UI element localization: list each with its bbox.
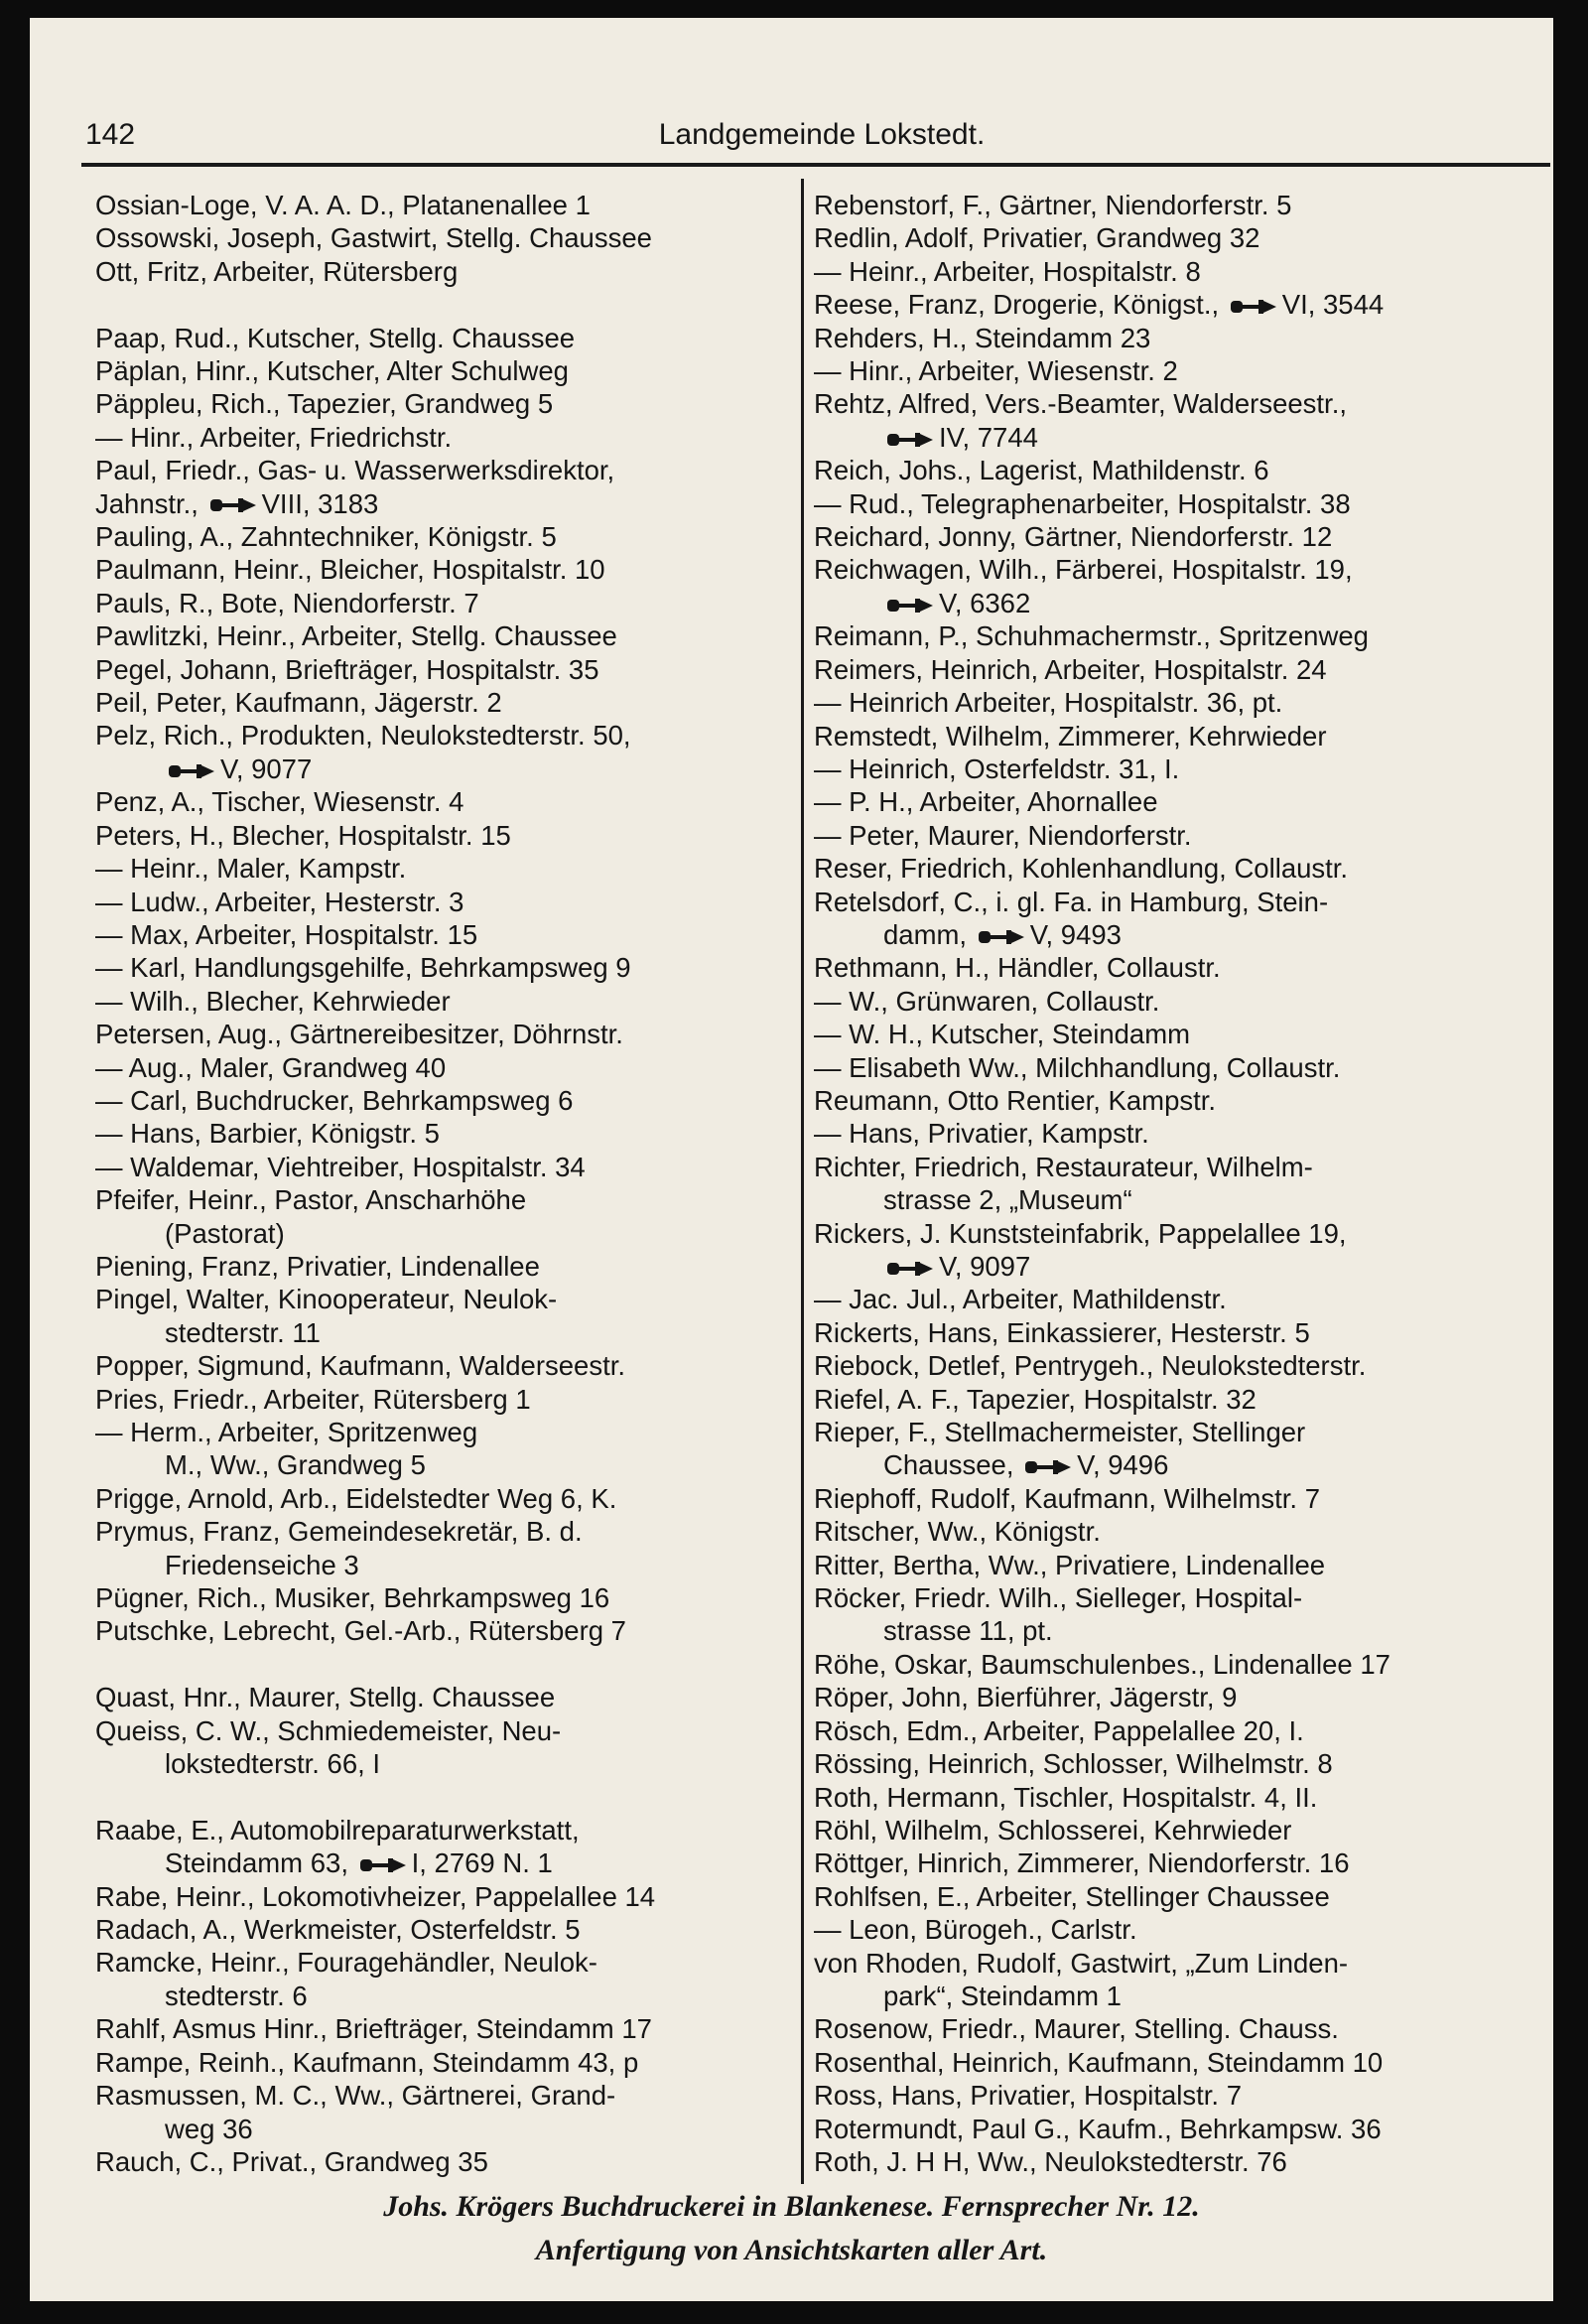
directory-entry (95, 2113, 795, 2145)
directory-entry (95, 985, 795, 1018)
entry-text: Rehtz, Alfred, Vers.-Beamter, Walderseestr., (814, 388, 1347, 420)
entry-text: Pfeifer, Heinr., Pastor, Anscharhöhe (95, 1184, 527, 1216)
directory-entry (814, 752, 1523, 785)
entry-text: Reimers, Heinrich, Arbeiter, Hospitalstr. 24 (814, 653, 1327, 685)
entry-text: — W., Grünwaren, Collaustr. (814, 985, 1160, 1017)
entry-text: — Hans, Barbier, Königstr. 5 (95, 1118, 440, 1150)
directory-entry (95, 387, 795, 420)
entry-text: — P. H., Arbeiter, Ahornallee (814, 786, 1158, 818)
entry-text: Peters, H., Blecher, Hospitalstr. 15 (95, 819, 511, 851)
entry-text: Röcker, Friedr. Wilh., Sielleger, Hospital- (814, 1582, 1303, 1614)
entry-text: Rasmussen, M. C., Ww., Gärtnerei, Grand- (95, 2080, 616, 2112)
entry-text: weg 36 (165, 2113, 253, 2144)
phone-number: I, 2769 N. 1 (411, 1847, 553, 1879)
entry-text: — Carl, Buchdrucker, Behrkampsweg 6 (95, 1084, 574, 1116)
entry-text: — W. H., Kutscher, Steindamm (814, 1019, 1191, 1050)
entry-text: Ross, Hans, Privatier, Hospitalstr. 7 (814, 2080, 1242, 2112)
section-gap (95, 1648, 795, 1681)
entry-text: Riephoff, Rudolf, Kaufmann, Wilhelmstr. 7 (814, 1482, 1321, 1514)
entry-text: — Leon, Bürogeh., Carlstr. (814, 1914, 1137, 1946)
directory-entry (814, 1781, 1523, 1814)
entry-text: Peil, Peter, Kaufmann, Jägerstr. 2 (95, 687, 502, 719)
header-rule (81, 163, 1550, 167)
entry-text: Redlin, Adolf, Privatier, Grandweg 32 (814, 222, 1260, 254)
entry-text: Retelsdorf, C., i. gl. Fa. in Hamburg, Stein- (814, 886, 1329, 917)
directory-entry (95, 1051, 795, 1084)
entry-text: lokstedterstr. 66, I (165, 1748, 381, 1780)
entry-text: M., Ww., Grandweg 5 (165, 1449, 426, 1481)
column-divider (801, 179, 804, 2184)
directory-entry (95, 852, 795, 885)
directory-entry (814, 1183, 1523, 1216)
directory-entry (814, 1084, 1523, 1117)
directory-entry (814, 553, 1523, 586)
telephone-icon (1023, 1458, 1073, 1476)
directory-entry (814, 686, 1523, 719)
directory-entry (814, 1283, 1523, 1315)
entry-text: Reser, Friedrich, Kohlenhandlung, Collaustr. (814, 853, 1349, 885)
directory-entry (95, 1846, 795, 1879)
entry-text: Raabe, E., Automobilreparaturwerkstatt, (95, 1814, 580, 1846)
entry-text: Rickers, J. Kunststeinfabrik, Pappelallee 19, (814, 1217, 1347, 1249)
directory-entry (95, 1946, 795, 1979)
entry-text: Rieper, F., Stellmachermeister, Stellinger (814, 1417, 1306, 1448)
entry-text: Penz, A., Tischer, Wiesenstr. 4 (95, 786, 464, 818)
directory-entry (814, 1448, 1523, 1481)
page-header (85, 113, 1558, 157)
entry-text: Ossian-Loge, V. A. A. D., Platanenallee 1 (95, 190, 591, 220)
entry-text: Reichwagen, Wilh., Färberei, Hospitalstr. 19, (814, 554, 1353, 586)
phone-number: V, 9077 (220, 752, 313, 784)
entry-text: Queiss, C. W., Schmiedemeister, Neu- (95, 1714, 562, 1746)
entry-text: — Rud., Telegraphenarbeiter, Hospitalstr. 38 (814, 487, 1351, 519)
directory-entry (95, 421, 795, 454)
entry-text: — Wilh., Blecher, Kehrwieder (95, 985, 451, 1017)
entry-text: Röper, John, Bierführer, Jägerstr, 9 (814, 1682, 1238, 1713)
directory-entry (814, 1648, 1523, 1681)
entry-text: Reumann, Otto Rentier, Kampstr. (814, 1084, 1217, 1116)
entry-text: Riebock, Detlef, Pentrygeh., Neulokstedterstr. (814, 1350, 1367, 1382)
directory-entry (95, 785, 795, 818)
entry-text: Roth, Hermann, Tischler, Hospitalstr. 4, II. (814, 1781, 1318, 1813)
directory-entry (814, 1714, 1523, 1747)
directory-entry (814, 1482, 1523, 1515)
entry-text: Ramcke, Heinr., Fouragehändler, Neulok- (95, 1947, 597, 1979)
directory-entry (814, 1681, 1523, 1713)
directory-entry (95, 1117, 795, 1150)
directory-entry (95, 1283, 795, 1315)
directory-entry (95, 1880, 795, 1913)
directory-entry (95, 1018, 795, 1050)
entry-text: Röttger, Hinrich, Zimmerer, Niendorferstr. 16 (814, 1847, 1350, 1879)
phone-number: VIII, 3183 (261, 487, 379, 519)
directory-entry (814, 720, 1523, 752)
entry-text: Ritter, Bertha, Ww., Privatiere, Lindenallee (814, 1549, 1326, 1580)
directory-entry (95, 1349, 795, 1382)
directory-entry (95, 1448, 795, 1481)
directory-entry (95, 322, 795, 354)
entry-text: Rickerts, Hans, Einkassierer, Hesterstr. 5 (814, 1316, 1310, 1348)
entry-text: Putschke, Lebrecht, Gel.-Arb., Rütersberg 7 (95, 1615, 626, 1647)
directory-entry (814, 951, 1523, 984)
phone-number: V, 6362 (939, 587, 1031, 618)
directory-entry (814, 1846, 1523, 1879)
entry-text: von Rhoden, Rudolf, Gastwirt, „Zum Linden- (814, 1947, 1349, 1979)
directory-entry (814, 1913, 1523, 1946)
directory-entry (814, 2012, 1523, 2045)
entry-text: Päppleu, Rich., Tapezier, Grandweg 5 (95, 388, 554, 420)
directory-entry (814, 354, 1523, 387)
entry-text: — Peter, Maurer, Niendorferstr. (814, 819, 1192, 851)
directory-entry (95, 886, 795, 918)
directory-entry (95, 1416, 795, 1448)
entry-text: — Hinr., Arbeiter, Friedrichstr. (95, 421, 453, 453)
entry-text: Rahlf, Asmus Hinr., Briefträger, Steindamm 17 (95, 2013, 652, 2045)
entry-text: — Heinrich, Osterfeldstr. 31, I. (814, 752, 1180, 784)
entry-text: Reese, Franz, Drogerie, Königst., (814, 289, 1220, 321)
entry-text: Rösch, Edm., Arbeiter, Pappelallee 20, I. (814, 1714, 1304, 1746)
directory-entry (814, 587, 1523, 619)
directory-entry (814, 255, 1523, 288)
entry-text: damm, (883, 918, 968, 950)
directory-entry (95, 587, 795, 619)
directory-entry (95, 686, 795, 719)
entry-text: Rabe, Heinr., Lokomotivheizer, Pappelallee 14 (95, 1880, 656, 1912)
directory-entry (814, 1947, 1523, 1980)
directory-entry (95, 2079, 795, 2112)
telephone-icon (208, 496, 258, 514)
entry-text: Friedenseiche 3 (165, 1549, 359, 1580)
entry-text: Richter, Friedrich, Restaurateur, Wilhelm- (814, 1151, 1313, 1182)
entry-text: Pries, Friedr., Arbeiter, Rütersberg 1 (95, 1383, 531, 1415)
directory-entry (814, 1117, 1523, 1150)
entry-text: Rössing, Heinrich, Schlosser, Wilhelmstr. 8 (814, 1748, 1333, 1780)
directory-entry (814, 189, 1523, 221)
telephone-icon (358, 1856, 408, 1874)
entry-text: — Heinr., Arbeiter, Hospitalstr. 8 (814, 255, 1201, 287)
entry-text: Radach, A., Werkmeister, Osterfeldstr. 5 (95, 1914, 581, 1946)
directory-entry (95, 2145, 795, 2178)
directory-entry (814, 322, 1523, 354)
directory-entry (814, 653, 1523, 686)
entry-text: Pelz, Rich., Produkten, Neulokstedterstr. 50, (95, 720, 631, 752)
directory-entry (95, 918, 795, 951)
directory-entry (95, 1250, 795, 1283)
footer-advert-line: Anfertigung von Ansichtskarten aller Art. (535, 2234, 1048, 2266)
telephone-icon (1229, 298, 1278, 316)
entry-text: stedterstr. 11 (165, 1316, 321, 1348)
directory-entry (814, 1747, 1523, 1780)
entry-text: stedterstr. 6 (165, 1980, 308, 2011)
entry-text: Reich, Johs., Lagerist, Mathildenstr. 6 (814, 455, 1269, 486)
directory-entry (95, 1581, 795, 1614)
entry-text: Rehders, H., Steindamm 23 (814, 322, 1151, 353)
directory-entry (95, 819, 795, 852)
directory-entry (95, 487, 795, 520)
entry-text: Pauls, R., Bote, Niendorferstr. 7 (95, 587, 479, 618)
telephone-icon (977, 928, 1026, 946)
entry-text: Paulmann, Heinr., Bleicher, Hospitalstr. 10 (95, 554, 605, 586)
directory-entry (95, 1217, 795, 1250)
entry-text: Pauling, A., Zahntechniker, Königstr. 5 (95, 521, 557, 553)
directory-entry (814, 1316, 1523, 1349)
telephone-icon (885, 1260, 935, 1278)
directory-entry (95, 1714, 795, 1747)
entry-text: Riefel, A. F., Tapezier, Hospitalstr. 32 (814, 1383, 1257, 1415)
entry-text: Chaussee, (883, 1449, 1014, 1481)
directory-entry (814, 1383, 1523, 1416)
directory-entry (95, 1183, 795, 1216)
page-number: 142 (85, 118, 136, 151)
directory-entry (95, 1383, 795, 1416)
phone-number: IV, 7744 (939, 421, 1038, 453)
entry-text: — Hans, Privatier, Kampstr. (814, 1118, 1149, 1150)
entry-text: Rampe, Reinh., Kaufmann, Steindamm 43, p (95, 2046, 639, 2078)
entry-text: Roth, J. H H, Ww., Neulokstedterstr. 76 (814, 2145, 1287, 2177)
directory-entry (814, 1980, 1523, 2012)
section-gap (95, 288, 795, 321)
left-column (95, 189, 795, 2178)
directory-entry (814, 1515, 1523, 1548)
right-column (814, 189, 1523, 2178)
entry-text: — Heinr., Maler, Kampstr. (95, 853, 407, 885)
directory-page (30, 18, 1553, 2301)
entry-text: — Herm., Arbeiter, Spritzenweg (95, 1417, 478, 1448)
telephone-icon (885, 431, 935, 449)
entry-text: Pügner, Rich., Musiker, Behrkampsweg 16 (95, 1582, 610, 1614)
directory-entry (814, 1151, 1523, 1183)
entry-text: Popper, Sigmund, Kaufmann, Walderseestr. (95, 1350, 625, 1382)
directory-entry (95, 1814, 795, 1846)
directory-entry (95, 221, 795, 254)
directory-entry (814, 1416, 1523, 1448)
directory-entry (814, 1018, 1523, 1050)
entry-text: Ott, Fritz, Arbeiter, Rütersberg (95, 255, 459, 287)
entry-text: (Pastorat) (165, 1217, 285, 1249)
entry-text: Rosenow, Friedr., Maurer, Stelling. Chauss. (814, 2013, 1339, 2045)
directory-entry (814, 1880, 1523, 1913)
directory-entry (95, 2046, 795, 2079)
entry-text: — Ludw., Arbeiter, Hesterstr. 3 (95, 886, 464, 917)
entry-text: — Elisabeth Ww., Milchhandlung, Collaustr. (814, 1051, 1341, 1083)
entry-text: Remstedt, Wilhelm, Zimmerer, Kehrwieder (814, 720, 1327, 752)
entry-text: Reichard, Jonny, Gärtner, Niendorferstr. 12 (814, 521, 1333, 553)
directory-entry (95, 1913, 795, 1946)
directory-entry (95, 1515, 795, 1548)
entry-text: Rosenthal, Heinrich, Kaufmann, Steindamm 10 (814, 2046, 1384, 2078)
phone-number: VI, 3544 (1281, 289, 1385, 321)
directory-entry (814, 852, 1523, 885)
directory-entry (95, 1980, 795, 2012)
directory-entry (95, 1614, 795, 1647)
directory-entry (95, 1151, 795, 1183)
directory-entry (814, 1349, 1523, 1382)
entry-text: Rethmann, H., Händler, Collaustr. (814, 952, 1221, 984)
directory-entry (814, 819, 1523, 852)
directory-entry (95, 553, 795, 586)
directory-entry (95, 454, 795, 486)
directory-entry (814, 520, 1523, 553)
directory-entry (814, 2113, 1523, 2145)
directory-entry (814, 1217, 1523, 1250)
phone-number: V, 9493 (1029, 918, 1122, 950)
directory-entry (814, 918, 1523, 951)
entry-text: park“, Steindamm 1 (883, 1980, 1122, 2011)
directory-entry (95, 1549, 795, 1581)
directory-entry (814, 1614, 1523, 1647)
directory-entry (814, 2046, 1523, 2079)
entry-text: Ritscher, Ww., Königstr. (814, 1516, 1101, 1548)
directory-entry (95, 255, 795, 288)
directory-entry (95, 354, 795, 387)
entry-text: Päplan, Hinr., Kutscher, Alter Schulweg (95, 355, 569, 387)
directory-entry (95, 1747, 795, 1780)
entry-text: Rebenstorf, F., Gärtner, Niendorferstr. 5 (814, 190, 1292, 220)
directory-entry (814, 785, 1523, 818)
directory-entry (814, 1250, 1523, 1283)
entry-text: Petersen, Aug., Gärtnereibesitzer, Döhrnstr. (95, 1019, 623, 1050)
section-gap (95, 1780, 795, 1813)
entry-text: Steindamm 63, (165, 1847, 348, 1879)
entry-text: — Karl, Handlungsgehilfe, Behrkampsweg 9 (95, 952, 631, 984)
entry-text: Reimann, P., Schuhmachermstr., Spritzenweg (814, 620, 1369, 652)
directory-entry (95, 520, 795, 553)
entry-text: Röhl, Wilhelm, Schlosserei, Kehrwieder (814, 1814, 1292, 1846)
directory-entry (814, 221, 1523, 254)
entry-text: — Aug., Maler, Grandweg 40 (95, 1051, 447, 1083)
entry-text: Rauch, C., Privat., Grandweg 35 (95, 2145, 488, 2177)
directory-entry (814, 288, 1523, 321)
directory-entry (814, 619, 1523, 652)
directory-entry (95, 1316, 795, 1349)
directory-entry (95, 951, 795, 984)
entry-text: Pawlitzki, Heinr., Arbeiter, Stellg. Chaussee (95, 620, 617, 652)
directory-entry (814, 487, 1523, 520)
directory-entry (814, 387, 1523, 420)
entry-text: Rohlfsen, E., Arbeiter, Stellinger Chaussee (814, 1880, 1330, 1912)
entry-text: Röhe, Oskar, Baumschulenbes., Lindenallee 17 (814, 1648, 1390, 1680)
entry-text: — Jac. Jul., Arbeiter, Mathildenstr. (814, 1284, 1227, 1315)
entry-text: Pegel, Johann, Briefträger, Hospitalstr. 35 (95, 653, 599, 685)
directory-entry (814, 1549, 1523, 1581)
entry-text: Paul, Friedr., Gas- u. Wasserwerksdirektor, (95, 455, 615, 486)
directory-entry (814, 886, 1523, 918)
entry-text: Pingel, Walter, Kinooperateur, Neulok- (95, 1284, 558, 1315)
entry-text: Quast, Hnr., Maurer, Stellg. Chaussee (95, 1682, 556, 1713)
telephone-icon (167, 762, 216, 780)
directory-entry (814, 421, 1523, 454)
directory-entry (814, 2145, 1523, 2178)
directory-entry (95, 619, 795, 652)
entry-text: Piening, Franz, Privatier, Lindenallee (95, 1250, 540, 1282)
directory-entry (95, 1084, 795, 1117)
entry-text: — Max, Arbeiter, Hospitalstr. 15 (95, 918, 478, 950)
page-title: Landgemeinde Lokstedt. (658, 118, 986, 151)
entry-text: Jahnstr., (95, 487, 198, 519)
entry-text: Rotermundt, Paul G., Kaufm., Behrkampsw. 36 (814, 2113, 1382, 2144)
directory-entry (95, 2012, 795, 2045)
directory-entry (95, 1482, 795, 1515)
phone-number: V, 9496 (1077, 1449, 1169, 1481)
telephone-icon (885, 597, 935, 615)
entry-text: Prymus, Franz, Gemeindesekretär, B. d. (95, 1516, 583, 1548)
directory-entry (814, 2079, 1523, 2112)
directory-entry (814, 1051, 1523, 1084)
directory-entry (814, 1581, 1523, 1614)
entry-text: strasse 11, pt. (883, 1615, 1053, 1647)
entry-text: — Hinr., Arbeiter, Wiesenstr. 2 (814, 355, 1178, 387)
directory-entry (95, 653, 795, 686)
entry-text: Prigge, Arnold, Arb., Eidelstedter Weg 6, K. (95, 1482, 617, 1514)
entry-text: — Heinrich Arbeiter, Hospitalstr. 36, pt. (814, 687, 1283, 719)
entry-text: — Waldemar, Viehtreiber, Hospitalstr. 34 (95, 1151, 586, 1182)
directory-entry (814, 454, 1523, 486)
directory-entry (95, 1681, 795, 1713)
directory-entry (95, 719, 795, 752)
entry-text: strasse 2, „Museum“ (883, 1184, 1132, 1216)
directory-entry (814, 1814, 1523, 1846)
entry-text: Paap, Rud., Kutscher, Stellg. Chaussee (95, 322, 576, 353)
footer-printer-line: Johs. Krögers Buchdruckerei in Blankenese. Fernsprecher Nr. 12. (383, 2190, 1200, 2223)
directory-entry (95, 752, 795, 785)
phone-number: V, 9097 (939, 1251, 1031, 1282)
entry-text: Ossowski, Joseph, Gastwirt, Stellg. Chaussee (95, 222, 652, 254)
directory-entry (95, 189, 795, 221)
directory-entry (814, 985, 1523, 1018)
